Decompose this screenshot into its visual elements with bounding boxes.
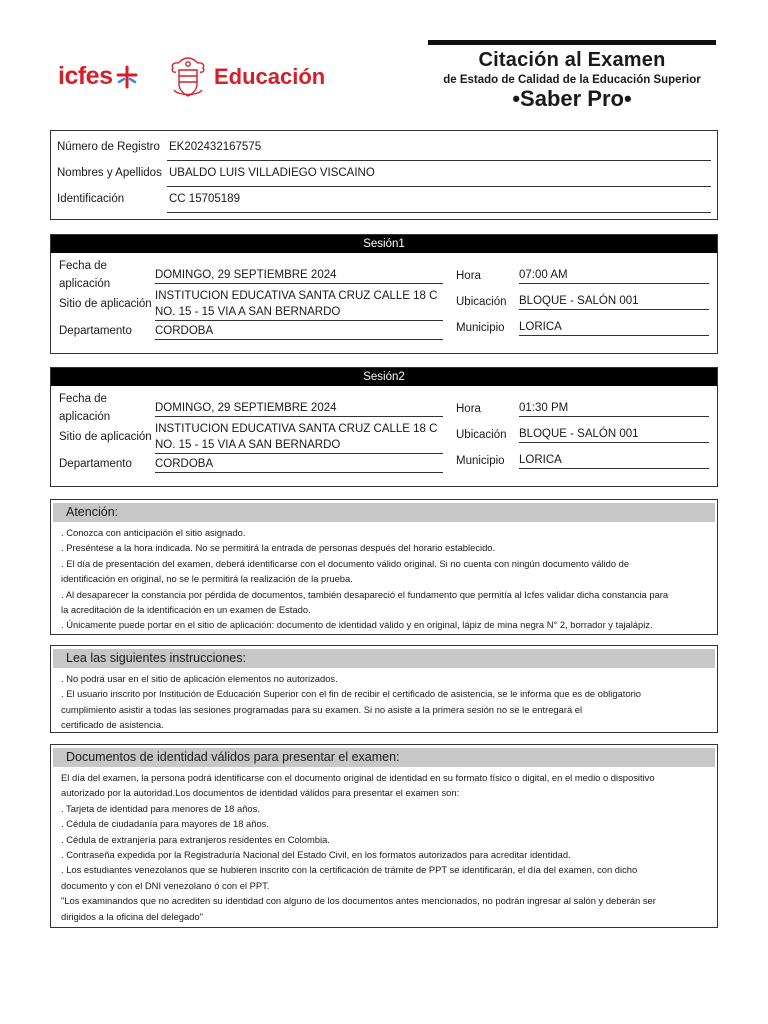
documents-body bbox=[51, 767, 717, 926]
session-2-time-label: Hora bbox=[456, 403, 481, 415]
instructions-title: Lea las siguientes instrucciones: bbox=[53, 649, 715, 668]
documents-line: . Cédula de extranjería para extranjeros residentes en Colombia. bbox=[61, 833, 330, 845]
documents-title: Documentos de identidad válidos para presentar el examen: bbox=[53, 748, 715, 767]
page-subtitle: de Estado de Calidad de la Educación Superior bbox=[443, 74, 701, 86]
documents-line: . Los estudiantes venezolanos que se hubieren inscrito con la certificación de trámite de PPT se identificarán, el día del examen, con dicho bbox=[61, 864, 638, 876]
documents-line: dirigidos a la oficina del delegado" bbox=[61, 910, 203, 922]
session-2-title: Sesión2 bbox=[51, 368, 717, 386]
session-1-box bbox=[50, 234, 718, 354]
attention-body bbox=[51, 522, 717, 635]
documents-line: documento y con el DNI venezolano ó con el PPT. bbox=[61, 879, 270, 891]
session-2-date-label-1: Fecha de bbox=[59, 393, 107, 405]
attention-line: . Conozca con anticipación el sitio asignado. bbox=[61, 527, 246, 538]
session-1-site-line2: NO. 15 - 15 VIA A SAN BERNARDO bbox=[155, 305, 443, 321]
documents-line: . Cédula de ciudadanía para mayores de 18 años. bbox=[61, 818, 269, 830]
session-2-date-label-2: aplicación bbox=[59, 411, 111, 423]
attention-line: . Al desaparecer la constancia por pérdida de documentos, también desapareció el fundamento que permitía al Icfes validar dicha constancia para bbox=[61, 588, 669, 600]
identification-label: Identificación bbox=[57, 193, 125, 205]
session-1-site-line1: INSTITUCION EDUCATIVA SANTA CRUZ CALLE 18 C bbox=[155, 290, 438, 302]
icfes-logo-text: icfes bbox=[58, 62, 113, 90]
title-block bbox=[428, 40, 716, 112]
registration-number-value: EK202432167575 bbox=[167, 141, 711, 161]
exam-name: •Saber Pro• bbox=[512, 86, 632, 111]
session-2-site-line1: INSTITUCION EDUCATIVA SANTA CRUZ CALLE 18 C bbox=[155, 423, 438, 435]
instructions-body bbox=[51, 668, 717, 735]
session-2-site-line2: NO. 15 - 15 VIA A SAN BERNARDO bbox=[155, 438, 443, 454]
session-2-time-value: 01:30 PM bbox=[519, 401, 709, 417]
attention-title: Atención: bbox=[53, 503, 715, 522]
session-2-box bbox=[50, 367, 718, 487]
session-2-location-value: BLOQUE - SALÓN 001 bbox=[519, 427, 709, 443]
session-2-site-label: Sitio de aplicación bbox=[59, 431, 152, 443]
identification-value: CC 15705189 bbox=[167, 193, 711, 213]
coat-of-arms-icon bbox=[168, 54, 208, 100]
session-1-date-label-1: Fecha de bbox=[59, 260, 107, 272]
session-1-department-value: CORDOBA bbox=[155, 324, 443, 340]
documents-line: . Tarjeta de identidad para menores de 18 años. bbox=[61, 802, 260, 814]
instructions-line: certificado de asistencia. bbox=[61, 719, 164, 731]
documents-box bbox=[50, 744, 718, 928]
documents-line: "Los examinandos que no acrediten su identidad con alguno de los documentos antes mencionados, no podrán ingresar al salón y deberán ser bbox=[61, 895, 656, 907]
session-1-location-label: Ubicación bbox=[456, 296, 507, 308]
names-row bbox=[51, 163, 717, 185]
attention-box bbox=[50, 499, 718, 635]
session-2-city-label: Municipio bbox=[456, 455, 505, 467]
session-2-date-value: DOMINGO, 29 SEPTIEMBRE 2024 bbox=[155, 401, 443, 417]
session-1-time-value: 07:00 AM bbox=[519, 268, 709, 284]
documents-line: . Contraseña expedida por la Registraduría Nacional del Estado Civil, en los formatos autorizados para acreditar identidad. bbox=[61, 849, 571, 861]
attention-line: . El día de presentación del examen, deberá identificarse con el documento válido original. Si no cuenta con ningún documento válido de bbox=[61, 557, 630, 569]
session-1-department-label: Departamento bbox=[59, 325, 132, 337]
session-2-department-label: Departamento bbox=[59, 458, 132, 470]
session-1-date-label-2: aplicación bbox=[59, 278, 111, 290]
session-1-site-label: Sitio de aplicación bbox=[59, 298, 152, 310]
documents-line: autorizado por la autoridad.Los documentos de identidad válidos para presentar el examen son: bbox=[61, 787, 460, 799]
identification-row bbox=[51, 189, 717, 211]
education-logo-text: Educación bbox=[214, 64, 326, 89]
education-logo bbox=[168, 54, 325, 100]
session-2-department-value: CORDOBA bbox=[155, 457, 443, 473]
registration-number-row bbox=[51, 137, 717, 159]
session-1-title: Sesión1 bbox=[51, 235, 717, 253]
registration-number-label: Número de Registro bbox=[57, 141, 160, 153]
icfes-mark-icon bbox=[114, 64, 140, 90]
instructions-line: cumplimiento asistir a todas las sesiones programadas para su examen. Si no asiste a la primera sesión no se le entregará el bbox=[61, 703, 583, 715]
attention-line: identificación en original, no se le permitirá la realización de la prueba. bbox=[61, 573, 353, 585]
registration-box bbox=[50, 130, 718, 220]
instructions-line: . No podrá usar en el sitio de aplicación elementos no autorizados. bbox=[61, 673, 338, 684]
session-2-location-label: Ubicación bbox=[456, 429, 507, 441]
icfes-logo bbox=[58, 62, 140, 91]
session-1-date-value: DOMINGO, 29 SEPTIEMBRE 2024 bbox=[155, 268, 443, 284]
title-divider bbox=[428, 40, 716, 45]
session-2-city-value: LORICA bbox=[519, 453, 709, 469]
names-value: UBALDO LUIS VILLADIEGO VISCAINO bbox=[167, 167, 711, 187]
attention-line: la acreditación de la identificación en un examen de Estado. bbox=[61, 604, 311, 616]
instructions-line: . El usuario inscrito por Institución de Educación Superior con el fin de recibir el certificado de asistencia, se le informa que es de obligatorio bbox=[61, 688, 642, 700]
session-1-time-label: Hora bbox=[456, 270, 481, 282]
attention-line: . Preséntese a la hora indicada. No se permitirá la entrada de personas después del horario establecido. bbox=[61, 542, 496, 554]
page-title: Citación al Examen bbox=[478, 49, 666, 71]
session-1-city-label: Municipio bbox=[456, 322, 505, 334]
documents-line: El día del examen, la persona podrá identificarse con el documento original de identidad en su formato físico o digital, en el medio o dispositivo bbox=[61, 772, 655, 783]
session-1-city-value: LORICA bbox=[519, 320, 709, 336]
session-1-location-value: BLOQUE - SALÓN 001 bbox=[519, 294, 709, 310]
instructions-box bbox=[50, 645, 718, 733]
attention-line: . Únicamente puede portar en el sitio de aplicación: documento de identidad válido y en original, lápiz de mina negra N° 2, borrador y tajalápiz. bbox=[61, 619, 653, 631]
names-label: Nombres y Apellidos bbox=[57, 167, 162, 179]
